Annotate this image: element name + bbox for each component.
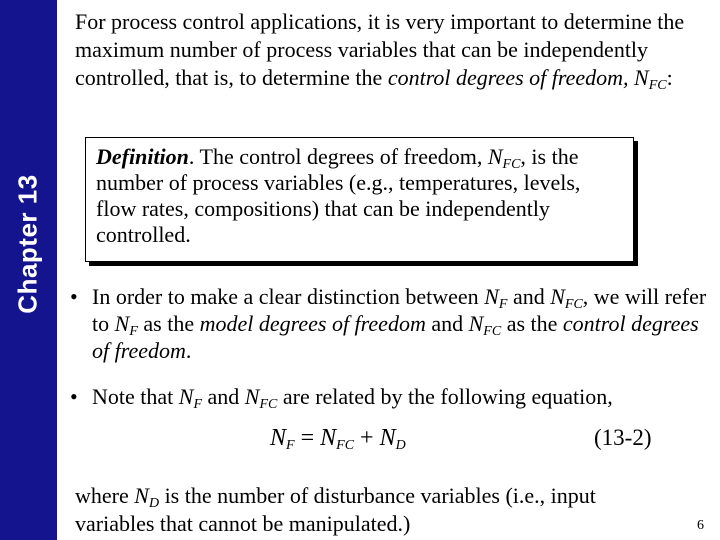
bullet-dot: • (70, 384, 78, 409)
bullet-distinction (70, 283, 715, 364)
definition-var: N (487, 144, 503, 169)
intro-paragraph (75, 8, 715, 92)
definition-text-2: , is the number of process variables (e.g., temperatures, levels, flow rates, compositions) that can be independently controlled. (96, 144, 581, 247)
chapter-label: Chapter 13 (12, 174, 43, 314)
intro-comma: , (623, 65, 635, 90)
definition-box (85, 137, 634, 262)
equation: $N_F = N_{FC} + N_D$ (270, 425, 406, 453)
definition-text-1: . The control degrees of freedom, (188, 144, 488, 169)
bullet-text: Note that $N_F$ and $N_{FC}$ are related by the following equation, (92, 384, 613, 412)
intro-colon: : (666, 65, 673, 90)
bullet-relation (70, 383, 715, 410)
intro-var: N (634, 65, 649, 90)
page-number: 6 (697, 518, 704, 533)
definition-var-sub: FC (502, 157, 521, 172)
intro-emphasis: control degrees of freedom (387, 65, 624, 90)
equation-number: (13-2) (594, 425, 652, 450)
bullet-text: In order to make a clear distinction between $N_F$ and $N_{FC}$, we will refer to $N_F$ as the model degrees of freedom and $N_{FC}$ as the control degrees of freedom. (92, 284, 707, 363)
chapter-sidebar (0, 0, 57, 540)
where-paragraph: where $N_D$ is the number of disturbance variables (i.e., input variables that cannot be manipulated.) (75, 483, 596, 536)
intro-var-sub: FC (648, 78, 667, 93)
definition-label: Definition (96, 144, 189, 169)
bullet-dot: • (70, 284, 78, 309)
intro-text: For process control applications, it is very important to determine the maximum number of process variables that can be independently controlled, that is, to determine the (75, 9, 685, 90)
